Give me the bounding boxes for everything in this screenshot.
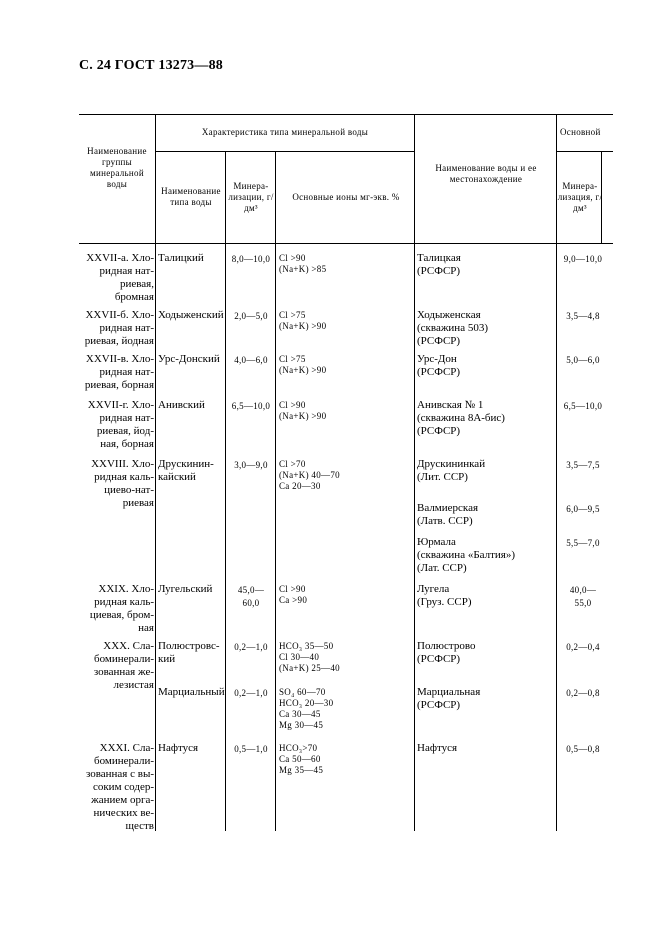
mineralization-2: 3,5—4,8 bbox=[566, 311, 600, 321]
type-name: Урс-Донский bbox=[158, 353, 220, 365]
main-ions: Cl >90 (Na+K) >85 bbox=[279, 253, 327, 274]
mineralization: 0,5—1,0 bbox=[234, 744, 268, 754]
main-ions: HCO₃ 35—50 Cl 30—40 (Na+K) 25—40 bbox=[279, 641, 340, 673]
group-name: XXVII-б. Хло- ридная нат- риевая, йодная bbox=[84, 309, 154, 347]
mineralization-2: 5,5—7,0 bbox=[566, 538, 600, 548]
header-sub-border bbox=[156, 151, 414, 152]
type-name: Талицкий bbox=[158, 252, 204, 264]
water-name: Ходыженская (скважина 503) (РСФСР) bbox=[417, 309, 488, 347]
water-name: Марциальная (РСФСР) bbox=[417, 686, 481, 711]
header-type-characteristics: Характеристика типа минеральной воды bbox=[201, 127, 369, 137]
main-ions: Cl >70 (Na+K) 40—70 Ca 20—30 bbox=[279, 459, 340, 491]
mineralization: 4,0—6,0 bbox=[234, 355, 268, 365]
group-name: XXVII-г. Хло- ридная нат- риевая, йод- ная, борная bbox=[87, 399, 154, 450]
header-group-name: Наименование группы минеральной воды bbox=[87, 146, 147, 189]
group-name: XXVIII. Хло- ридная каль- циево-нат- риевая bbox=[91, 458, 154, 509]
header-main: Основной bbox=[560, 127, 601, 137]
mineralization-2: 5,0—6,0 bbox=[566, 355, 600, 365]
column-divider bbox=[155, 114, 156, 831]
water-name: Друскининкай (Лит. ССР) bbox=[417, 458, 486, 483]
water-name: Талицкая (РСФСР) bbox=[417, 252, 461, 277]
water-name: Анивская № 1 (скважина 8А-бис) (РСФСР) bbox=[417, 399, 505, 437]
type-name: Лугельский bbox=[158, 583, 213, 595]
mineralization-2: 6,0—9,5 bbox=[566, 504, 600, 514]
header-type-name: Наименование типа воды bbox=[161, 186, 221, 207]
type-name: Марциальный bbox=[158, 686, 225, 698]
mineralization-2: 40,0— 55,0 bbox=[569, 585, 597, 608]
mineralization-2: 0,5—0,8 bbox=[566, 744, 600, 754]
mineralization: 8,0—10,0 bbox=[231, 254, 271, 264]
header-ions: Основные ионы мг-экв. % bbox=[292, 192, 400, 202]
main-ions: Cl >75 (Na+K) >90 bbox=[279, 310, 327, 331]
table-top-border bbox=[79, 114, 613, 115]
group-name: XXVII-а. Хло- ридная нат- риевая, бромная bbox=[86, 252, 154, 303]
main-ions: Cl >90 (Na+K) >90 bbox=[279, 400, 327, 421]
type-name: Друскинин- кайский bbox=[158, 458, 214, 483]
water-name: Лугела (Груз. ССР) bbox=[417, 583, 472, 608]
mineralization-2: 0,2—0,4 bbox=[566, 642, 600, 652]
mineralization: 0,2—1,0 bbox=[234, 642, 268, 652]
water-name: Урс-Дон (РСФСР) bbox=[417, 353, 461, 378]
main-ions: Cl >90 Ca >90 bbox=[279, 584, 308, 605]
group-name: XXXI. Сла- боминерали- зованная с вы- соким содер- жанием орга- нических ве- ществ bbox=[85, 742, 154, 832]
group-name: XXVII-в. Хло- ридная нат- риевая, борная bbox=[84, 353, 154, 391]
header-water-name: Наименование воды и ее местонахождение bbox=[435, 163, 537, 184]
column-divider bbox=[556, 114, 557, 831]
header-mineralization-2: Минера-лизация, г/дм³ bbox=[557, 181, 603, 213]
group-name: XXX. Сла- боминерали- зованная же- лезистая bbox=[93, 640, 154, 691]
page-header: С. 24 ГОСТ 13273—88 bbox=[79, 58, 223, 73]
header-bottom-border bbox=[79, 243, 613, 244]
mineralization: 0,2—1,0 bbox=[234, 688, 268, 698]
water-name: Юрмала (скважина «Балтия») (Лат. ССР) bbox=[417, 536, 516, 574]
header-sub-border-right bbox=[556, 151, 613, 152]
type-name: Ходыженский bbox=[158, 309, 224, 321]
water-name: Нафтуся bbox=[417, 742, 458, 754]
type-name: Полюстровс- кий bbox=[158, 640, 220, 665]
mineralization: 45,0— 60,0 bbox=[237, 585, 265, 608]
mineralization-2: 0,2—0,8 bbox=[566, 688, 600, 698]
mineralization: 3,0—9,0 bbox=[234, 460, 268, 470]
header-mineralization: Минера-лизации, г/дм³ bbox=[228, 181, 274, 213]
type-name: Анивский bbox=[158, 399, 205, 411]
column-divider bbox=[414, 114, 415, 831]
type-name: Нафтуся bbox=[158, 742, 199, 754]
mineralization-2: 3,5—7,5 bbox=[566, 460, 600, 470]
water-name: Полюстрово (РСФСР) bbox=[417, 640, 476, 665]
water-name: Валмиерская (Латв. ССР) bbox=[417, 502, 479, 527]
column-divider bbox=[275, 151, 276, 831]
group-name: XXIX. Хло- ридная каль- циевая, бром- ная bbox=[89, 583, 154, 634]
mineralization-2: 9,0—10,0 bbox=[563, 254, 603, 264]
main-ions: HCO₃>70 Ca 50—60 Mg 35—45 bbox=[279, 743, 324, 775]
mineralization: 6,5—10,0 bbox=[231, 401, 271, 411]
mineralization-2: 6,5—10,0 bbox=[563, 401, 603, 411]
main-ions: SO₄ 60—70 HCO₃ 20—30 Ca 30—45 Mg 30—45 bbox=[279, 687, 334, 730]
mineralization: 2,0—5,0 bbox=[234, 311, 268, 321]
main-ions: Cl >75 (Na+K) >90 bbox=[279, 354, 327, 375]
